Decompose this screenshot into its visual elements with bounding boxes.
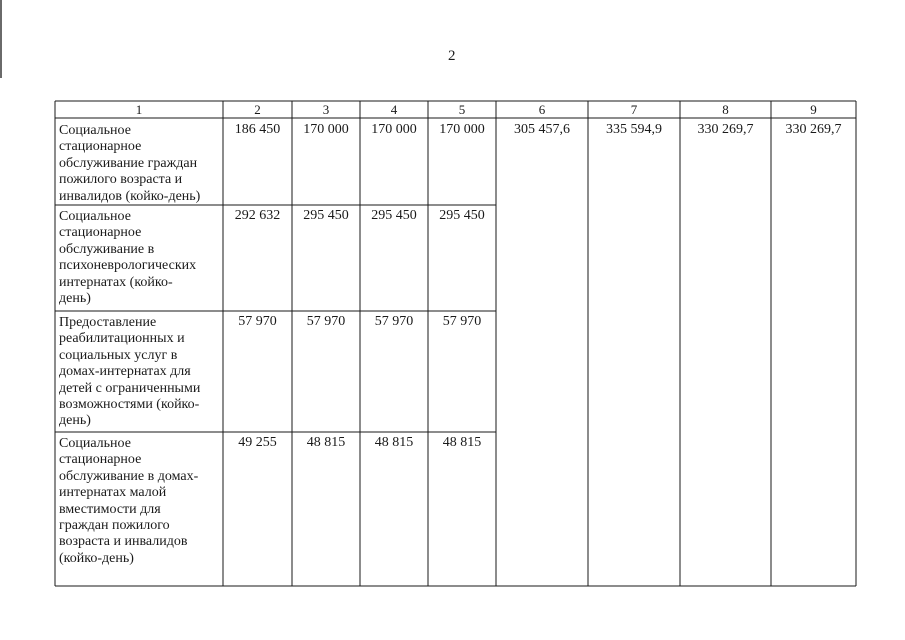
- header-col-8: 8: [722, 102, 729, 117]
- header-col-7: 7: [630, 102, 638, 117]
- merged-col-7: 335 594,9: [606, 122, 662, 137]
- row-4-col-5: 48 815: [442, 435, 482, 450]
- header-col-9: 9: [810, 102, 817, 117]
- merged-col-6: 305 457,6: [514, 122, 570, 137]
- row-1-col-3: 170 000: [303, 122, 349, 137]
- row-4-label: Социальное стационарное обслуживание в домах- интернатах малой вместимости для граждан пожилого возраста и инвалидов (койко-день): [59, 436, 199, 566]
- row-3-col-3: 57 970: [306, 314, 346, 329]
- header-col-3: 3: [322, 102, 330, 117]
- header-col-2: 2: [254, 102, 261, 117]
- row-3-col-2: 57 970: [238, 314, 277, 329]
- header-col-4: 4: [390, 102, 398, 117]
- row-1-col-2: 186 450: [234, 122, 281, 137]
- row-2-col-5: 295 450: [439, 208, 485, 223]
- header-col-1: 1: [135, 102, 143, 117]
- row-2-col-4: 295 450: [371, 208, 417, 223]
- merged-col-8: 330 269,7: [697, 122, 754, 137]
- row-4-col-4: 48 815: [374, 435, 414, 450]
- row-3-col-4: 57 970: [374, 314, 414, 329]
- row-2-col-2: 292 632: [234, 208, 281, 223]
- row-3-label: Предоставление реабилитационных и социальных услуг в домах-интернатах для детей с ограниченными возможностями (койко- день): [59, 315, 201, 429]
- merged-col-9: 330 269,7: [785, 122, 842, 137]
- row-2-label: Социальное стационарное обслуживание в психоневрологических интернатах (койко- день): [59, 209, 197, 307]
- row-4-col-2: 49 255: [238, 435, 277, 450]
- header-col-6: 6: [538, 102, 546, 117]
- row-3-col-5: 57 970: [442, 314, 482, 329]
- row-4-col-3: 48 815: [306, 435, 346, 450]
- row-1-col-5: 170 000: [439, 122, 485, 137]
- row-2-col-3: 295 450: [303, 208, 349, 223]
- page-number: 2: [448, 48, 456, 64]
- row-1-col-4: 170 000: [371, 122, 417, 137]
- header-col-5: 5: [458, 102, 466, 117]
- row-1-label: Социальное стационарное обслуживание граждан пожилого возраста и инвалидов (койко-день): [59, 123, 201, 204]
